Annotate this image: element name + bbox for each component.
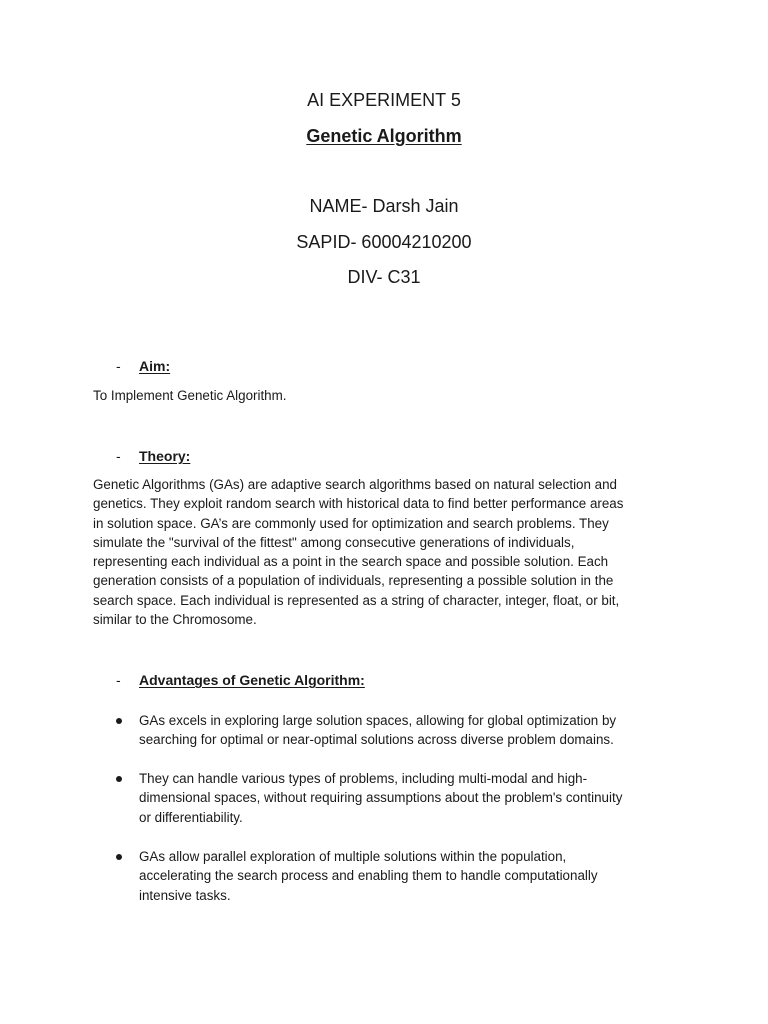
theory-line: search space. Each individual is represented as a string of character, integer, float, or bit, xyxy=(93,592,620,608)
document-subtitle: Genetic Algorithm xyxy=(306,126,462,146)
bullet-line: searching for optimal or near-optimal solutions across diverse problem domains. xyxy=(139,732,614,748)
bullet-line: or differentiability. xyxy=(139,809,243,825)
bullet-dot-icon xyxy=(116,718,122,724)
theory-line: in solution space. GA’s are commonly used for optimization and search problems. They xyxy=(93,515,609,531)
aim-dash: - xyxy=(116,358,121,374)
advantage-bullet-text xyxy=(139,711,616,750)
bullet-line: They can handle various types of problems, including multi-modal and high- xyxy=(139,771,588,786)
aim-line: To Implement Genetic Algorithm. xyxy=(93,388,287,403)
bullet-line: accelerating the search process and enabling them to handle computationally xyxy=(139,868,598,884)
advantages-dash: - xyxy=(116,672,121,688)
student-name: NAME- Darsh Jain xyxy=(309,196,459,216)
aim-heading-text: Aim: xyxy=(139,358,171,374)
theory-line: representing each individual as a point in the search space and possible solution. Each xyxy=(93,554,609,570)
theory-line: similar to the Chromosome. xyxy=(93,612,257,628)
theory-heading-text: Theory: xyxy=(139,448,191,464)
bullet-dot-icon xyxy=(116,854,122,860)
advantage-bullet-text xyxy=(139,769,622,827)
document-title: AI EXPERIMENT 5 xyxy=(307,90,461,110)
student-sapid: SAPID- 60004210200 xyxy=(296,232,472,252)
bullet-dot-icon xyxy=(116,776,122,782)
advantages-heading-text: Advantages of Genetic Algorithm: xyxy=(139,672,365,688)
theory-line: genetics. They exploit random search with historical data to find better performance areas xyxy=(93,496,624,512)
bullet-line: GAs excels in exploring large solution spaces, allowing for global optimization by xyxy=(139,713,617,728)
theory-line: simulate the "survival of the fittest" among consecutive generations of individuals, xyxy=(93,534,575,550)
aim-paragraph xyxy=(93,386,673,405)
theory-dash: - xyxy=(116,448,121,464)
theory-heading xyxy=(116,446,190,466)
advantages-heading xyxy=(116,670,365,690)
aim-heading xyxy=(116,356,170,376)
theory-paragraph xyxy=(93,475,673,629)
bullet-line: dimensional spaces, without requiring assumptions about the problem's continuity xyxy=(139,790,623,806)
theory-line: generation consists of a population of individuals, representing a possible solution in the xyxy=(93,573,614,589)
theory-line: Genetic Algorithms (GAs) are adaptive search algorithms based on natural selection and xyxy=(93,477,617,492)
bullet-line: GAs allow parallel exploration of multiple solutions within the population, xyxy=(139,849,567,864)
advantage-bullet-text xyxy=(139,847,598,905)
bullet-line: intensive tasks. xyxy=(139,887,231,903)
student-division: DIV- C31 xyxy=(347,267,421,287)
